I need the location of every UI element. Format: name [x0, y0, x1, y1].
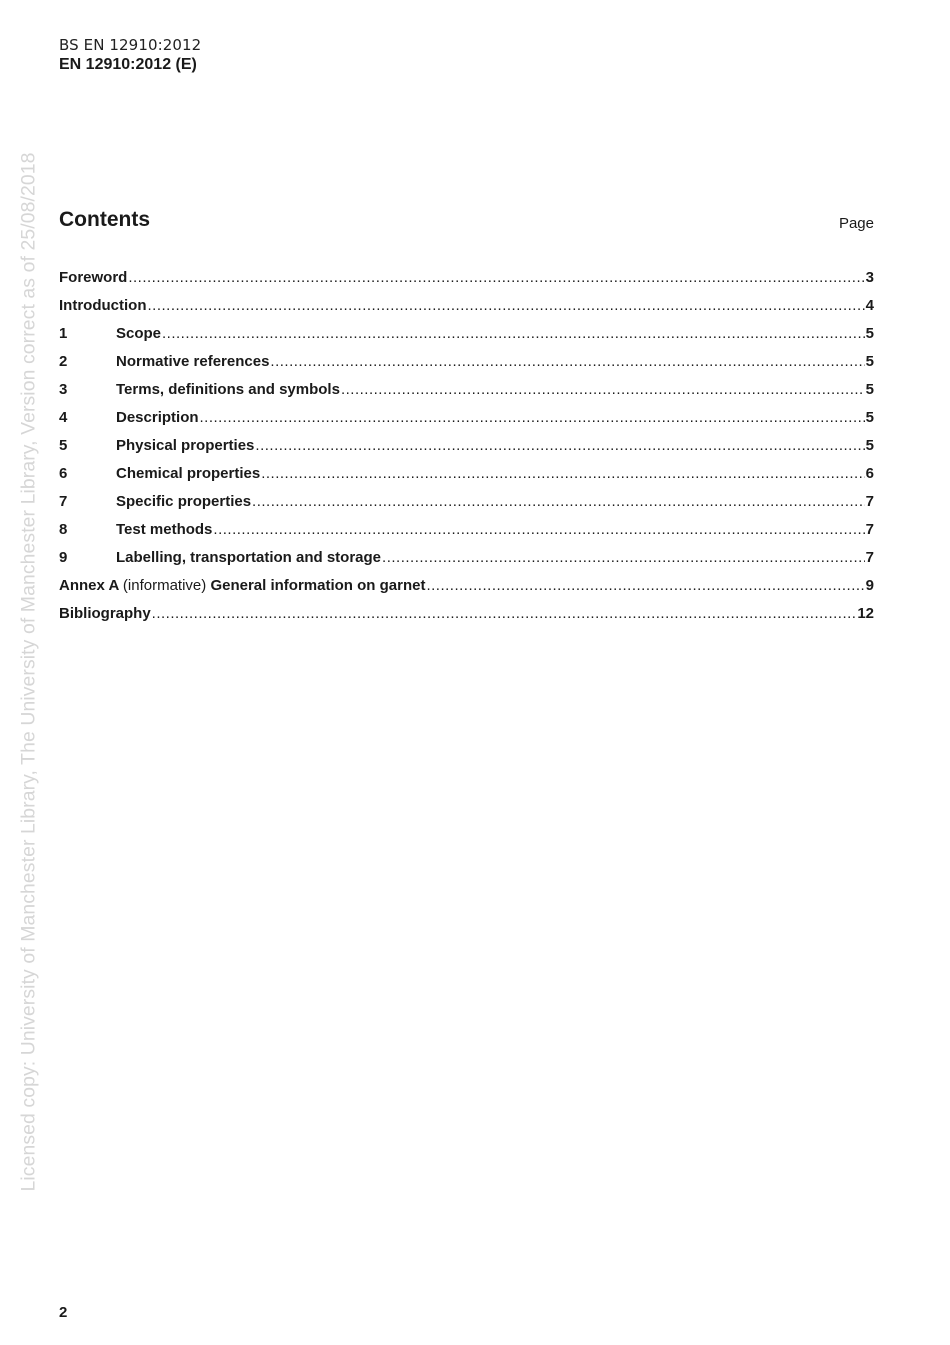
standard-id-en: EN 12910:2012 (E) — [59, 56, 197, 73]
toc-entry-chemical-properties[interactable] — [59, 462, 874, 490]
toc-entry-number: 9 — [59, 549, 68, 566]
dot-leader — [382, 546, 865, 570]
toc-entry-page: 5 — [865, 381, 874, 398]
license-watermark: Licensed copy: University of Manchester Library, The University of Manchester Library, Version correct as of 25/08/2018 — [17, 152, 40, 1192]
page-column-label: Page — [838, 215, 874, 232]
toc-entry-title: Terms, definitions and symbols — [116, 381, 340, 398]
toc-entry-page: 5 — [865, 437, 874, 454]
toc-entry-page: 7 — [865, 521, 874, 538]
dot-leader — [341, 378, 865, 402]
page-title: Contents — [59, 208, 150, 231]
toc-entry-specific-properties[interactable] — [59, 490, 874, 518]
toc-entry-title: Specific properties — [116, 493, 252, 510]
toc-entry-number: 1 — [59, 325, 68, 342]
toc-entry-number: 2 — [59, 353, 68, 370]
dot-leader — [152, 602, 857, 626]
toc-entry-page: 5 — [865, 409, 874, 426]
toc-entry-number: 4 — [59, 409, 68, 426]
document-header — [59, 36, 201, 74]
toc-entry-annex-a[interactable] — [59, 574, 874, 602]
toc-entry-description[interactable] — [59, 406, 874, 434]
dot-leader — [261, 462, 864, 486]
dot-leader — [128, 266, 864, 290]
toc-entry-page: 5 — [865, 325, 874, 342]
toc-entry-title: Labelling, transportation and storage — [116, 549, 382, 566]
toc-entry-page: 6 — [865, 465, 874, 482]
toc-entry-page: 5 — [865, 353, 874, 370]
toc-entry-number: 7 — [59, 493, 68, 510]
toc-entry-page: 7 — [865, 549, 874, 566]
toc-entry-title: Physical properties — [116, 437, 255, 454]
toc-entry-normative-references[interactable] — [59, 350, 874, 378]
toc-entry-title: Bibliography — [59, 605, 151, 622]
toc-entry-page: 3 — [865, 269, 874, 286]
toc-entry-foreword[interactable] — [59, 266, 874, 294]
dot-leader — [213, 518, 864, 542]
toc-entry-terms-definitions[interactable] — [59, 378, 874, 406]
toc-entry-number: 8 — [59, 521, 68, 538]
toc-entry-scope[interactable] — [59, 322, 874, 350]
toc-entry-test-methods[interactable] — [59, 518, 874, 546]
toc-entry-title: Test methods — [116, 521, 213, 538]
dot-leader — [252, 490, 865, 514]
toc-entry-physical-properties[interactable] — [59, 434, 874, 462]
toc-entry-page: 4 — [865, 297, 874, 314]
standard-id-bs: BS EN 12910:2012 — [59, 36, 202, 54]
toc-entry-page: 12 — [857, 605, 874, 622]
toc-entry-number: 3 — [59, 381, 68, 398]
toc-entry-title: Normative references — [116, 353, 270, 370]
contents-heading — [59, 208, 874, 238]
toc-entry-bibliography[interactable] — [59, 602, 874, 630]
dot-leader — [426, 574, 864, 598]
page-number: 2 — [59, 1304, 68, 1321]
dot-leader — [147, 294, 864, 318]
toc-entry-introduction[interactable] — [59, 294, 874, 322]
toc-entry-title: Chemical properties — [116, 465, 261, 482]
toc-entry-title: Foreword — [59, 269, 128, 286]
dot-leader — [200, 406, 865, 430]
table-of-contents — [59, 266, 874, 630]
toc-entry-number: 6 — [59, 465, 68, 482]
toc-entry-number: 5 — [59, 437, 68, 454]
toc-entry-title — [59, 574, 425, 598]
toc-entry-title: Introduction — [59, 297, 147, 314]
toc-entry-page: 9 — [865, 577, 874, 594]
dot-leader — [255, 434, 864, 458]
annex-type: (informative) — [122, 577, 207, 594]
dot-leader — [270, 350, 864, 374]
toc-entry-title: Scope — [116, 325, 162, 342]
annex-label: Annex A — [59, 577, 119, 594]
dot-leader — [162, 322, 865, 346]
toc-entry-labelling[interactable] — [59, 546, 874, 574]
annex-title: General information on garnet — [210, 577, 426, 594]
toc-entry-title: Description — [116, 409, 199, 426]
toc-entry-page: 7 — [865, 493, 874, 510]
